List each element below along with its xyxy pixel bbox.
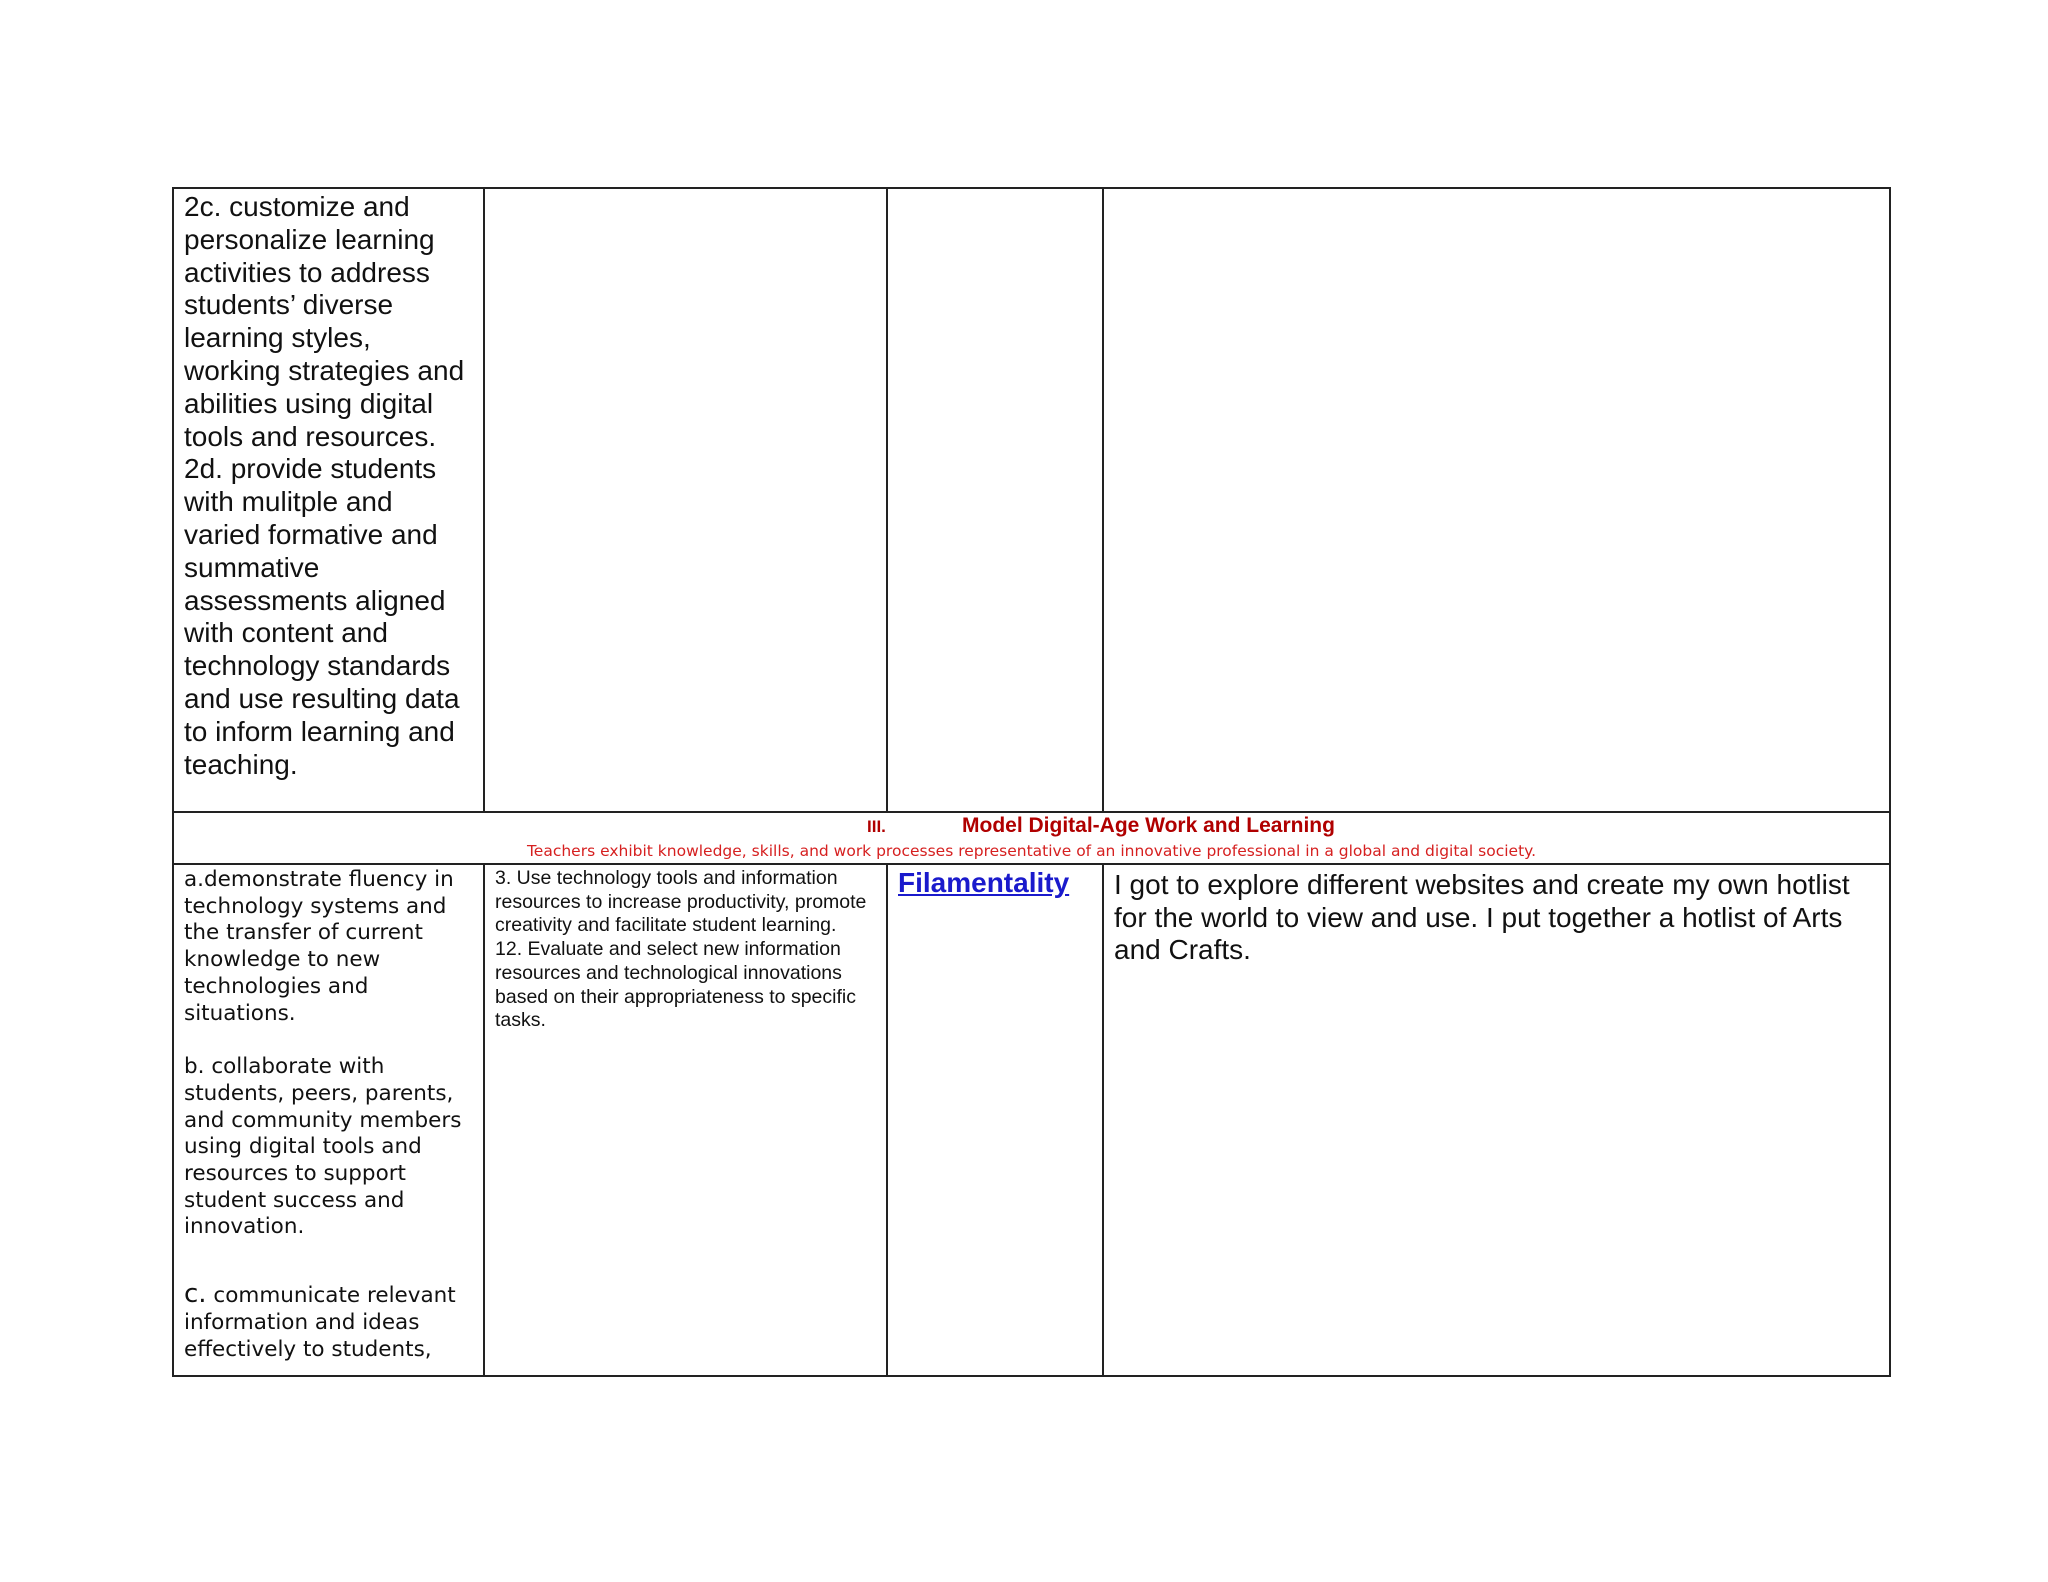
standard-2d: 2d. provide students with mulitple and varied formative and summative assessments aligned with content and technology standards and use resulting data to inform learning and teaching. bbox=[184, 453, 460, 780]
competency-a: a.demonstrate fluency in technology systems and the transfer of current knowledge to new technologies and situations. bbox=[184, 867, 454, 1026]
indicators-cell bbox=[484, 864, 887, 1376]
section-subtitle: Teachers exhibit knowledge, skills, and work processes representative of an innovative professional in a global and digital society. bbox=[526, 842, 1537, 860]
artifact-cell bbox=[887, 864, 1103, 1376]
section-number: III. bbox=[867, 817, 886, 836]
competency-c-letter: c. bbox=[184, 1279, 207, 1310]
competency-c bbox=[184, 1281, 473, 1363]
competency-c-text: communicate relevant information and ideas effectively to students, bbox=[184, 1283, 456, 1362]
standards-cell bbox=[173, 188, 484, 812]
standards-table bbox=[172, 187, 1891, 1377]
table-row bbox=[173, 188, 1890, 812]
competencies-cell bbox=[173, 864, 484, 1376]
reflection-cell bbox=[1103, 864, 1890, 1376]
table-row bbox=[173, 864, 1890, 1376]
indicator-3: 3. Use technology tools and information resources to increase productivity, promote creativity and facilitate student learning. bbox=[495, 867, 867, 937]
empty-cell bbox=[887, 188, 1103, 812]
section-header-cell bbox=[173, 812, 1890, 864]
empty-cell bbox=[1103, 188, 1890, 812]
indicator-12: 12. Evaluate and select new information resources and technological innovations based on their appropriateness to specific tasks. bbox=[495, 938, 856, 1032]
section-title: Model Digital-Age Work and Learning bbox=[962, 814, 1335, 837]
section-header-row bbox=[173, 812, 1890, 864]
reflection-text: I got to explore different websites and create my own hotlist for the world to view and use. I put together a hotlist of Arts and Crafts. bbox=[1114, 869, 1850, 966]
empty-cell bbox=[484, 188, 887, 812]
competency-b: b. collaborate with students, peers, parents, and community members using digital tools and resources to support student success and innovation. bbox=[184, 1054, 462, 1240]
filamentality-link[interactable]: Filamentality bbox=[898, 867, 1070, 898]
standard-2c: 2c. customize and personalize learning activities to address students’ diverse learning styles, working strategies and abilities using digital tools and resources. bbox=[184, 191, 465, 452]
